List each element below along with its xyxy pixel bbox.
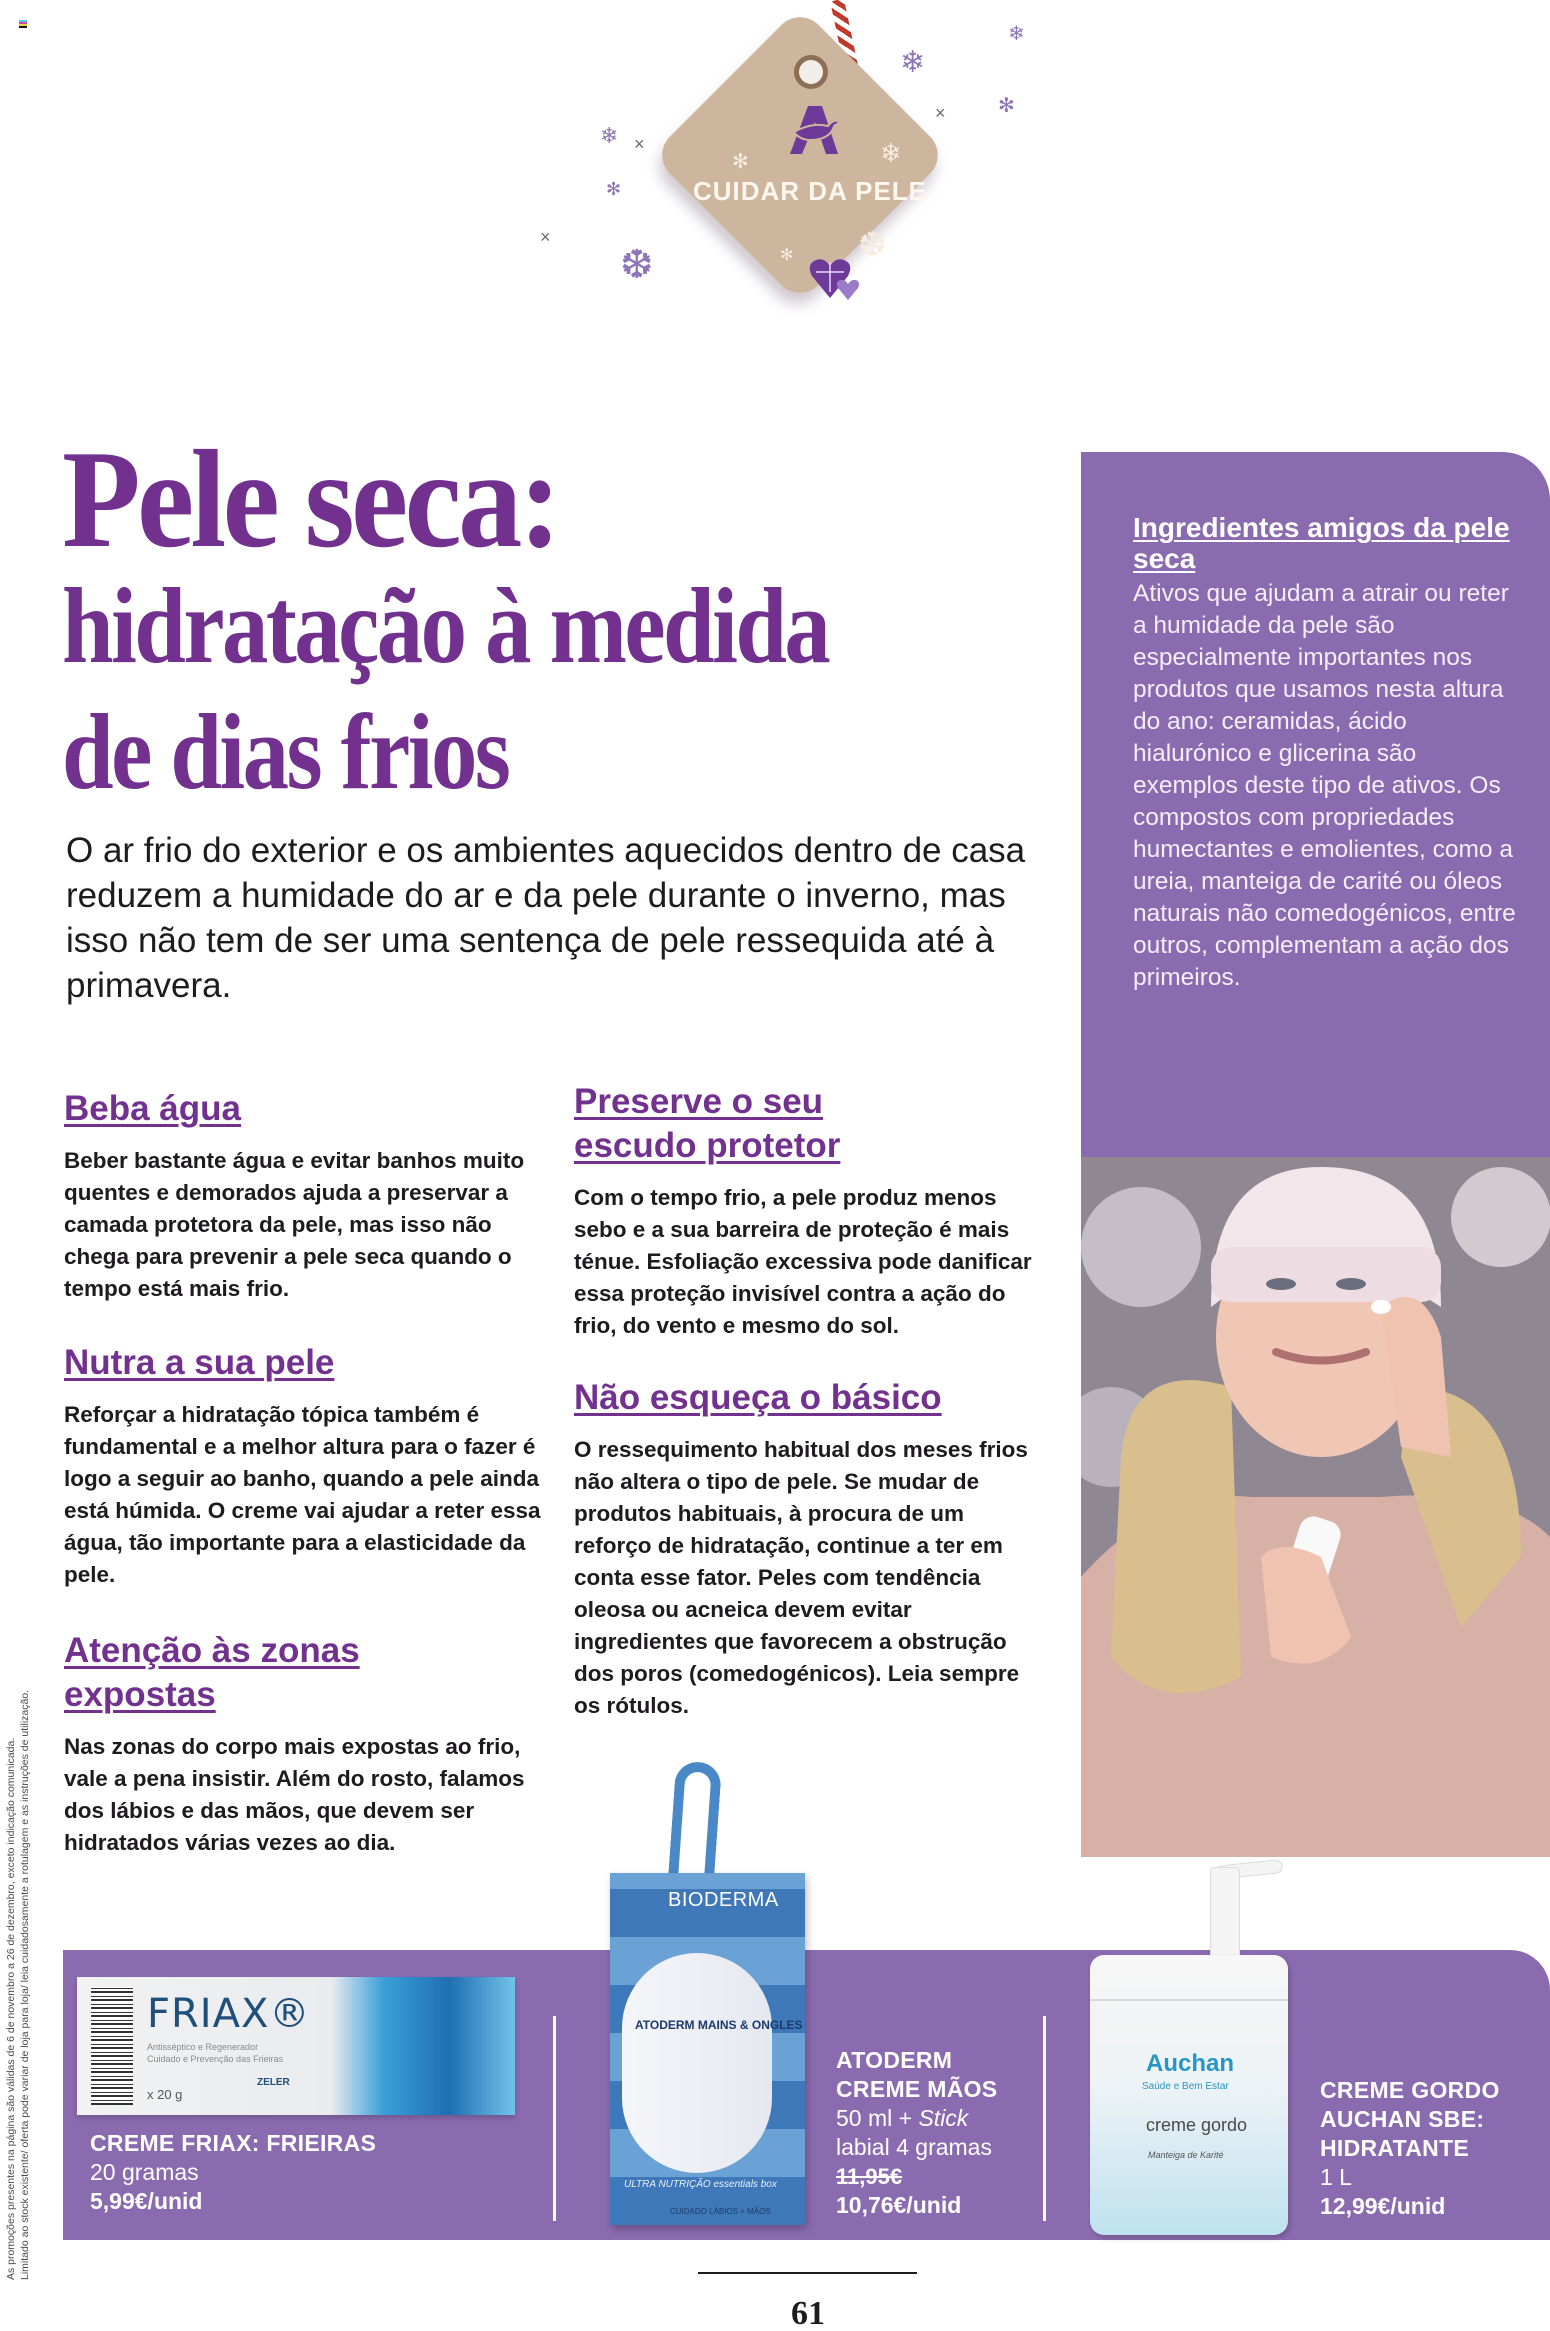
section-body: Beber bastante água e evitar banhos muito quentes e demorados ajuda a preservar a camada protetora da pele, mas isso não chega para prevenir a pele seca quando o tempo está mais frio. bbox=[64, 1148, 525, 1301]
snowflake-icon: ❆ bbox=[620, 243, 654, 287]
sparkle-icon: × bbox=[634, 134, 645, 154]
package-brand: Auchan bbox=[1146, 2050, 1235, 2077]
section-title: Não esqueça o básico bbox=[574, 1378, 942, 1417]
jar-lid bbox=[1090, 1955, 1288, 2001]
snowflake-icon: ✻ bbox=[732, 151, 749, 173]
barcode bbox=[91, 1987, 133, 2105]
snowflake-icon: ❄ bbox=[880, 138, 902, 168]
pump-stem bbox=[1210, 1867, 1240, 1962]
section-body: Nas zonas do corpo mais expostas ao frio, vale a pena insistir. Além do rosto, falamos dos lábios e das mãos, que devem ser hidratados várias vezes ao dia. bbox=[64, 1734, 525, 1855]
snowflake-icon: ❄ bbox=[1008, 23, 1025, 45]
snowflake-icon: ✻ bbox=[998, 95, 1015, 117]
auchan-bird-logo-icon bbox=[782, 100, 842, 156]
sparkle-icon: × bbox=[540, 227, 551, 247]
legal-disclaimer: As promoções presentes na página são válidas de 6 de novembro a 26 de dezembro, exceto indicação comunicada. Limitado ao stock existente/ oferta pode variar de loja para loja/ leia cuidadosamente a rotulagem e as instruções de utilização. bbox=[5, 1689, 31, 2280]
snowflake-icon: ❄ bbox=[900, 46, 926, 79]
product-old-price: 11,95€ bbox=[836, 2164, 903, 2189]
package-brand: BIODERMA bbox=[668, 1889, 779, 1911]
product-divider bbox=[553, 2016, 556, 2221]
article-column-left bbox=[64, 1087, 544, 1859]
bioderma-product-image bbox=[610, 1873, 805, 2225]
package-brand: FRIAX® bbox=[147, 1991, 311, 2037]
snowflake-icon: ✻ bbox=[780, 247, 794, 264]
headline-line-1: Pele seca: bbox=[62, 422, 558, 577]
auchan-product-image bbox=[1090, 1955, 1288, 2235]
product-size-line-1: 50 ml + Stick bbox=[836, 2105, 969, 2131]
section-title: Beba água bbox=[64, 1089, 241, 1128]
sparkle-icon: × bbox=[935, 103, 946, 123]
product-name-line-3: HIDRATANTE bbox=[1320, 2135, 1470, 2161]
product-size: 1 L bbox=[1320, 2164, 1352, 2190]
package-tagline: Saúde e Bem Estar bbox=[1142, 2081, 1229, 2092]
product-price: 12,99€/unid bbox=[1320, 2193, 1446, 2219]
ribbon-loop bbox=[668, 1761, 722, 1884]
article-column-middle bbox=[574, 1080, 1044, 1722]
section-escudo-protetor bbox=[574, 1080, 1032, 1342]
product-name-line-1: ATODERM bbox=[836, 2047, 953, 2073]
section-title: Preserve o seu escudo protetor bbox=[574, 1082, 841, 1165]
section-title: Nutra a sua pele bbox=[64, 1343, 335, 1382]
lead-paragraph: O ar frio do exterior e os ambientes aquecidos dentro de casa reduzem a humidade do ar e da pele durante o inverno, mas isso não tem de ser uma sentença de pele ressequida até à primavera. bbox=[66, 831, 1026, 1005]
product-name: CREME FRIAX: FRIEIRAS bbox=[90, 2130, 377, 2156]
package-footer-2: CUIDADO LÁBIOS + MÃOS bbox=[670, 2207, 771, 2216]
package-quantity: x 20 g bbox=[147, 2087, 183, 2102]
page-number: 61 bbox=[791, 2295, 825, 2331]
product-card-creme-gordo[interactable] bbox=[1320, 2076, 1500, 2221]
headline-line-3: de dias frios bbox=[62, 693, 509, 812]
product-name-line-2: AUCHAN SBE: bbox=[1320, 2106, 1485, 2132]
product-price: 10,76€/unid bbox=[836, 2192, 962, 2218]
section-zonas-expostas bbox=[64, 1629, 525, 1859]
snowflake-icon: ❆ bbox=[858, 226, 887, 264]
tag-grommet bbox=[794, 55, 828, 89]
package-footer: ULTRA NUTRIÇÃO essentials box bbox=[624, 2179, 777, 2190]
product-price: 5,99€/unid bbox=[90, 2188, 203, 2214]
package-subtitle: Manteiga de Karité bbox=[1148, 2150, 1224, 2160]
package-label: ATODERM MAINS & ONGLES bbox=[635, 2018, 803, 2032]
section-nao-esqueca bbox=[574, 1376, 1044, 1722]
package-name: creme gordo bbox=[1146, 2115, 1248, 2135]
tag-title: CUIDAR DA PELE bbox=[692, 176, 928, 206]
package-maker: ZELER bbox=[257, 2077, 290, 2088]
product-name-line-1: CREME GORDO bbox=[1320, 2077, 1500, 2103]
section-body: Com o tempo frio, a pele produz menos sebo e a sua barreira de proteção é mais ténue. Esfoliação excessiva pode danificar essa proteção invisível contra a ação do frio, do vento e mesmo do sol. bbox=[574, 1185, 1032, 1338]
panel-title: Ingredientes amigos da pele seca bbox=[1133, 512, 1510, 574]
panel-body: Ativos que ajudam a atrair ou reter a humidade da pele são especialmente importantes nos produtos que usamos nesta altura do ano: ceramidas, ácido hialurónico e glicerina são exemplos deste tipo de ativos. Os compostos com propriedades humectantes e emolientes, como a ureia, manteiga de carité ou óleos naturais não comedogénicos, entre outros, complementam a ação dos primeiros. bbox=[1133, 580, 1516, 991]
section-beba-agua bbox=[64, 1087, 544, 1305]
snowflake-icon: ❄ bbox=[600, 123, 619, 148]
photo-illustration bbox=[1081, 1157, 1550, 1857]
product-card-friax[interactable] bbox=[90, 2129, 376, 2216]
product-name-line-2: CREME MÃOS bbox=[836, 2076, 998, 2102]
product-divider bbox=[1043, 2016, 1046, 2221]
package-window bbox=[622, 1953, 772, 2173]
section-tag bbox=[540, 0, 1080, 360]
headline-line-2: hidratação à medida bbox=[62, 567, 829, 686]
gift-hearts-icon bbox=[808, 252, 864, 302]
product-size-line-2: labial 4 gramas bbox=[836, 2134, 992, 2160]
print-color-mark bbox=[19, 20, 27, 28]
package-subtitle: Antisséptico e Regenerador Cuidado e Prevenção das Frieiras bbox=[147, 2042, 284, 2064]
ingredients-panel bbox=[1081, 452, 1550, 1157]
woman-applying-cream-photo bbox=[1081, 1157, 1550, 1857]
section-body: O ressequimento habitual dos meses frios não altera o tipo de pele. Se mudar de produtos habituais, à procura de um reforço de hidratação, continue a ter em conta esse fator. Peles com tendência oleosa ou acneica devem evitar ingredientes que favorecem a obstrução dos poros (comedogénicos). Leia sempre os rótulos. bbox=[574, 1437, 1028, 1718]
section-nutra-pele bbox=[64, 1341, 544, 1591]
page-headline bbox=[62, 422, 1062, 812]
section-title: Atenção às zonas expostas bbox=[64, 1631, 360, 1714]
product-card-atoderm[interactable] bbox=[836, 2046, 997, 2220]
footer-rule bbox=[698, 2272, 917, 2274]
product-size: 20 gramas bbox=[90, 2159, 199, 2185]
section-body: Reforçar a hidratação tópica também é fundamental e a melhor altura para o fazer é logo a seguir ao banho, quando a pele ainda está húmida. O creme vai ajudar a reter essa água, tão importante para a elasticidade da pele. bbox=[64, 1402, 541, 1587]
friax-product-image bbox=[77, 1977, 515, 2115]
snowflake-icon: ✻ bbox=[606, 179, 622, 199]
